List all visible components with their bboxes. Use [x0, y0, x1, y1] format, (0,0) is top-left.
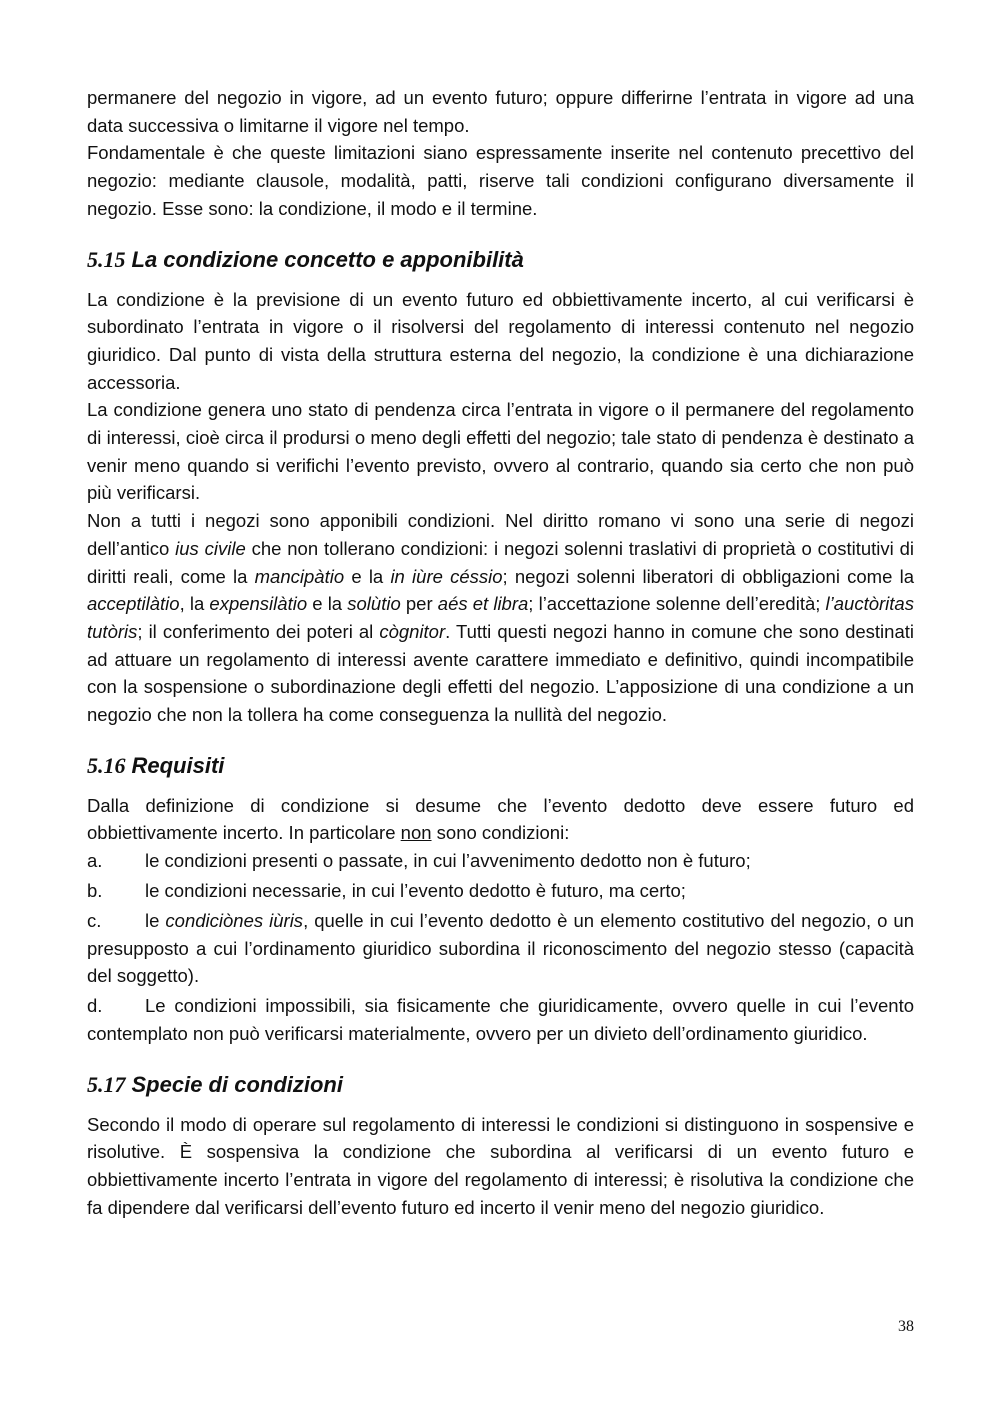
section-heading-5-15 — [87, 242, 914, 276]
intro-paragraph-2: Fondamentale è che queste limitazioni siano espressamente inserite nel contenuto precettivo del negozio: mediante clausole, modalità, patti, riserve tali condizioni configurano diversamente il negozio. Esse sono: la condizione, il modo e il termine. — [87, 142, 914, 219]
document-page — [87, 84, 914, 1221]
section-heading-5-17 — [87, 1067, 914, 1101]
list-item-d: d. Le condizioni impossibili, sia fisicamente che giuridicamente, ovvero quelle in cui l’evento contemplato non può verificarsi materialmente, ovvero per un divieto dell’ordinamento giuridico. — [87, 992, 914, 1047]
page-number: 38 — [898, 1318, 914, 1335]
section-title: Requisiti — [131, 752, 225, 778]
section-heading-5-16 — [87, 748, 914, 782]
section-title: La condizione concetto e apponibilità — [131, 246, 524, 272]
section-number: 5.17 — [87, 1071, 126, 1097]
section-number: 5.15 — [87, 246, 126, 272]
list-item-a: a. le condizioni presenti o passate, in cui l’avvenimento dedotto non è futuro; — [87, 847, 914, 875]
s515-paragraph-2: La condizione genera uno stato di pendenza circa l’entrata in vigore o il permanere del regolamento di interessi, cioè circa il prodursi o meno degli effetti del negozio; tale stato di pendenza è destinato a venir meno quando si verifichi l’evento previsto, ovvero al contrario, quando sia certo che non può più verificarsi. — [87, 399, 914, 504]
section-number: 5.16 — [87, 752, 126, 778]
list-marker: a. — [87, 850, 103, 872]
section-title: Specie di condizioni — [131, 1071, 343, 1097]
s515-paragraph-3: Non a tutti i negozi sono apponibili condizioni. Nel diritto romano vi sono una serie di negozi dell’antico ius civile che non tollerano condizioni: i negozi solenni traslativi di proprietà o costitutivi di diritti reali, come la mancipàtio e la in iùre céssio; negozi solenni liberatori di obbligazioni come la acceptilàtio, la expensilàtio e la solùtio per aés et libra; l’accettazione solenne dell’eredità; l’auctòritas tutòris; il conferimento dei poteri al cògnitor. Tutti questi negozi hanno in comune che sono destinati ad attuare un regolamento di interessi avente carattere immediato e definitivo, quindi incompatibile con la sospensione o subordinazione degli effetti del negozio. L’apposizione di una condizione a un negozio che non la tollera ha come conseguenza la nullità del negozio. — [87, 510, 914, 726]
list-marker: c. — [87, 909, 102, 931]
s515-paragraph-1: La condizione è la previsione di un evento futuro ed obbiettivamente incerto, al cui verificarsi è subordinato l’entrata in vigore o il risolversi del regolamento di interessi contenuto nel negozio giuridico. Dal punto di vista della struttura esterna del negozio, la condizione è una dichiarazione accessoria. — [87, 288, 914, 393]
list-item-b: b. le condizioni necessarie, in cui l’evento dedotto è futuro, ma certo; — [87, 877, 914, 905]
s516-paragraph-1: Dalla definizione di condizione si desume che l’evento dedotto deve essere futuro ed obbiettivamente incerto. In particolare non sono condizioni: — [87, 794, 914, 844]
list-item-c: c. le condiciònes iùris, quelle in cui l’evento dedotto è un elemento costitutivo del negozio, o un presupposto a cui l’ordinamento giuridico subordina il riconoscimento del negozio stesso (capacità del soggetto). — [87, 907, 914, 990]
intro-paragraph-1: permanere del negozio in vigore, ad un evento futuro; oppure differirne l’entrata in vigore ad una data successiva o limitarne il vigore nel tempo. — [87, 87, 914, 136]
list-marker: b. — [87, 880, 103, 902]
list-marker: d. — [87, 995, 103, 1017]
s517-paragraph-1: Secondo il modo di operare sul regolamento di interessi le condizioni si distinguono in sospensive e risolutive. È sospensiva la condizione che subordina al verificarsi di un evento futuro e obbiettivamente incerto l’entrata in vigore del regolamento di interessi; è risolutiva la condizione che fa dipendere dal verificarsi dell’evento futuro ed incerto il venir meno del negozio giuridico. — [87, 1113, 914, 1218]
